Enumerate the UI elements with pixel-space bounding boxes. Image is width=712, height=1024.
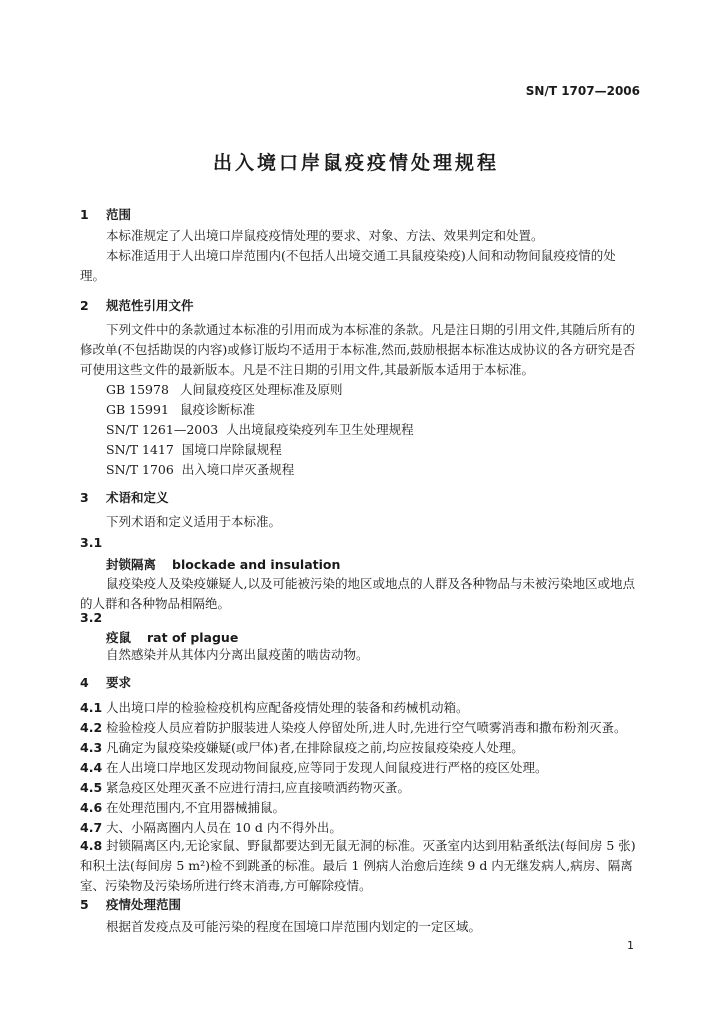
item-text: 在人出境口岸地区发现动物间鼠疫,应等同于发现人间鼠疫进行严格的疫区处理。 [106,760,548,775]
reference-item [106,400,255,418]
section-title: 规范性引用文件 [106,298,194,313]
term-chinese: 疫鼠 [106,630,132,645]
section-1-heading [80,205,131,223]
reference-title: 人出境鼠疫染疫列车卫生处理规程 [226,422,414,437]
term-english: rat of plague [147,630,239,645]
section-number: 3 [80,490,89,505]
section-4-heading [80,673,131,691]
reference-code: SN/T 1417 [106,442,174,457]
reference-code: SN/T 1261—2003 [106,422,219,437]
reference-code: GB 15991 [106,402,169,417]
list-item [80,758,640,778]
section-number: 2 [80,298,89,313]
section-number: 5 [80,897,89,912]
term-definition: 自然感染并从其体内分离出鼠疫菌的啮齿动物。 [106,647,369,662]
section-5-heading [80,895,181,913]
list-item [80,778,640,798]
term-heading [106,628,238,646]
term-english: blockade and insulation [172,557,341,572]
reference-item [106,440,282,458]
reference-title: 出入境口岸灭蚤规程 [181,462,295,477]
term-chinese: 封锁隔离 [106,557,157,572]
item-number: 4.6 [80,800,103,815]
term-number: 3.1 [80,535,103,550]
page-title: 出入境口岸鼠疫疫情处理规程 [212,152,499,174]
reference-item [106,380,342,398]
section-title: 疫情处理范围 [106,897,182,912]
section-2-heading [80,296,194,314]
item-number: 4.1 [80,700,103,715]
standard-code: SN/T 1707—2006 [525,84,640,98]
term-number: 3.2 [80,610,103,625]
item-number: 4.2 [80,720,103,735]
term-heading [106,555,340,573]
reference-title: 鼠疫诊断标准 [179,402,255,417]
reference-code: GB 15978 [106,382,169,397]
section-title: 范围 [106,207,132,222]
reference-item [106,420,414,438]
item-number: 4.4 [80,760,103,775]
page-number: 1 [627,939,634,952]
list-item [80,836,640,896]
list-item [80,698,640,718]
item-text: 在处理范围内,不宜用器械捕鼠。 [106,800,285,815]
section-title: 要求 [106,675,132,690]
item-number: 4.7 [80,820,103,835]
section-3-heading [80,488,169,506]
term-definition: 鼠疫染疫人及染疫嫌疑人,以及可能被污染的地区或地点的人群及各种物品与未被污染地区或地点的人群和各种物品相隔绝。 [80,576,635,611]
item-text: 大、小隔离圈内人员在 10 d 内不得外出。 [106,820,342,835]
reference-code: SN/T 1706 [106,462,174,477]
section-number: 1 [80,207,89,222]
list-item [80,798,640,818]
item-number: 4.8 [80,838,103,853]
paragraph: 根据首发疫点及可能污染的程度在国境口岸范围内划定的一定区域。 [106,919,482,934]
reference-title: 国境口岸除鼠规程 [181,442,282,457]
paragraph: 下列文件中的条款通过本标准的引用而成为本标准的条款。凡是注日期的引用文件,其随后所有的修改单(不包括勘误的内容)或修订版均不适用于本标准,然而,鼓励根据本标准达成协议的各方研究是否可使用这些文件的最新版本。凡是不注日期的引用文件,其最新版本适用于本标准。 [80,322,636,377]
paragraph: 本标准规定了人出境口岸鼠疫疫情处理的要求、对象、方法、效果判定和处置。 [106,228,544,243]
item-text: 人出境口岸的检验检疫机构应配备疫情处理的装备和药械机动箱。 [106,700,469,715]
item-number: 4.5 [80,780,103,795]
list-item [80,818,640,838]
paragraph: 本标准适用于人出境口岸范围内(不包括人出境交通工具鼠疫染疫)人间和动物间鼠疫疫情的处理。 [80,248,616,283]
section-title: 术语和定义 [106,490,169,505]
item-text: 检验检疫人员应着防护服装进人染疫人停留处所,进人时,先进行空气喷雾消毒和撒布粉剂灭蚤。 [106,720,627,735]
item-text: 凡确定为鼠疫染疫嫌疑(或尸体)者,在排除鼠疫之前,均应按鼠疫染疫人处理。 [106,740,524,755]
item-text: 紧急疫区处理灭蚤不应进行清扫,应直接喷洒药物灭蚤。 [106,780,410,795]
reference-item [106,460,294,478]
item-number: 4.3 [80,740,103,755]
list-item [80,738,640,758]
section-number: 4 [80,675,89,690]
list-item [80,718,640,738]
item-text: 封锁隔离区内,无论家鼠、野鼠都要达到无鼠无洞的标准。灭蚤室内达到用粘蚤纸法(每间房 5 张)和积土法(每间房 5 m²)检不到跳蚤的标准。最后 1 例病人治愈后连续 9 d 内无继发病人,病房、隔离室、污染物及污染场所进行终末消毒,方可解除疫情。 [80,838,636,893]
reference-title: 人间鼠疫疫区处理标准及原则 [179,382,343,397]
paragraph: 下列术语和定义适用于本标准。 [106,514,282,529]
